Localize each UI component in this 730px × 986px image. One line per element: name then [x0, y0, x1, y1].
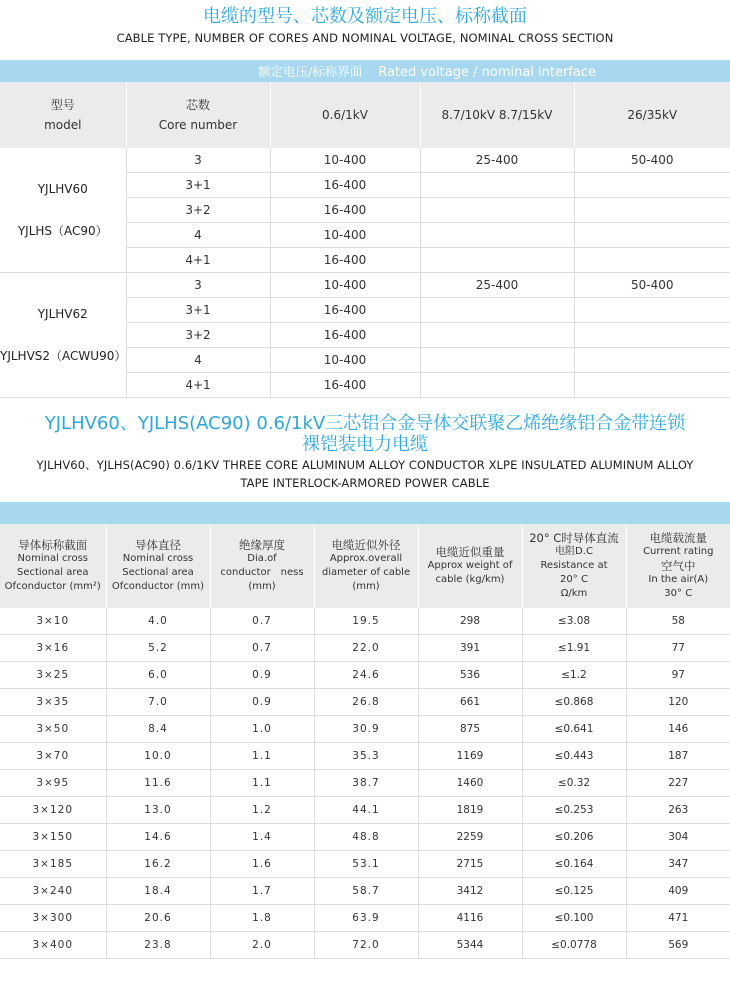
header-model: 型号 model	[0, 82, 126, 148]
table-cell: 3×95	[0, 770, 106, 797]
table-cell: 35.3	[314, 743, 418, 770]
table-row	[0, 608, 730, 635]
header-core-number: 芯数 Core number	[126, 82, 270, 148]
table-cell: 20.6	[106, 905, 210, 932]
table-cell: 1.8	[210, 905, 314, 932]
table-row	[0, 797, 730, 824]
table-cell: 3×35	[0, 689, 106, 716]
table-cell: 8.4	[106, 716, 210, 743]
table-row: 4+1 16-400	[0, 248, 730, 273]
table-row: 3+1 16-400	[0, 173, 730, 198]
table-cell: 72.0	[314, 932, 418, 959]
table-cell: 38.7	[314, 770, 418, 797]
table-cell: 875	[418, 716, 522, 743]
table-cell: 19.5	[314, 608, 418, 635]
table-cell: 7.0	[106, 689, 210, 716]
table-cell: 3×240	[0, 878, 106, 905]
table-cell: 0.7	[210, 608, 314, 635]
table-cell: 0.9	[210, 662, 314, 689]
table-cell: 14.6	[106, 824, 210, 851]
section1-title-en: CABLE TYPE, NUMBER OF CORES AND NOMINAL VOLTAGE, NOMINAL CROSS SECTION	[116, 31, 614, 45]
section2-title-cn-line2: 裸铠装电力电缆	[302, 434, 428, 455]
table-cell: 77	[626, 635, 730, 662]
table-cell: 48.8	[314, 824, 418, 851]
table-cell: 3×400	[0, 932, 106, 959]
table-cell: 18.4	[106, 878, 210, 905]
table-cell: 569	[626, 932, 730, 959]
table-row	[0, 932, 730, 959]
table-cell: 347	[626, 851, 730, 878]
table-cell: ≤0.253	[522, 797, 626, 824]
table-cell: 3×70	[0, 743, 106, 770]
table-cell: 1.1	[210, 743, 314, 770]
table-row	[0, 851, 730, 878]
table-cell: 4116	[418, 905, 522, 932]
model-cell: YJLHV60 YJLHS（AC90）	[0, 148, 126, 273]
table-cell: ≤0.32	[522, 770, 626, 797]
table-row: YJLHV60 YJLHS（AC90） 3 10-400 25-400 50-400	[0, 148, 730, 173]
table-cell: 0.7	[210, 635, 314, 662]
table-cell: 3412	[418, 878, 522, 905]
table-cell: 6.0	[106, 662, 210, 689]
table-cell: 227	[626, 770, 730, 797]
header-insulation-thickness: 绝缘厚度 Dia.of conductor ness (mm)	[210, 524, 314, 608]
table-cell: 3×185	[0, 851, 106, 878]
table-cell: 187	[626, 743, 730, 770]
table-cell: 5344	[418, 932, 522, 959]
table-cell: ≤0.443	[522, 743, 626, 770]
table-row: YJLHV62 YJLHVS2（ACWU90） 3 10-400 25-400 50-400	[0, 273, 730, 298]
header-current-rating: 电缆载流量 Current rating 空气中 In the air(A) 30° C	[626, 524, 730, 608]
table-row	[0, 635, 730, 662]
table-row: 3+1 16-400	[0, 298, 730, 323]
table-cell: 1169	[418, 743, 522, 770]
table-cell: 471	[626, 905, 730, 932]
header-cross-section: 导体标称截面 Nominal cross Sectional area Ofconductor (mm²)	[0, 524, 106, 608]
header-overall-diameter: 电缆近似外径 Approx.overall diameter of cable (mm)	[314, 524, 418, 608]
table-cell: 409	[626, 878, 730, 905]
table-cell: 30.9	[314, 716, 418, 743]
table-cell: 1819	[418, 797, 522, 824]
table-cell: 13.0	[106, 797, 210, 824]
table-cell: ≤0.125	[522, 878, 626, 905]
header-dc-resistance: 20° C时导体直流 电阻D.C Resistance at 20° C Ω/km	[522, 524, 626, 608]
table-cell: 53.1	[314, 851, 418, 878]
table-cell: ≤0.100	[522, 905, 626, 932]
table-cell: 1.4	[210, 824, 314, 851]
section2-title-cn-line1: YJLHV60、YJLHS(AC90) 0.6/1kV三芯铝合金导体交联聚乙烯绝缘铝合金带连锁	[44, 413, 686, 434]
table-row	[0, 743, 730, 770]
cable-spec-table	[0, 502, 730, 959]
table-row: 4 10-400	[0, 223, 730, 248]
table-cell: 536	[418, 662, 522, 689]
table-row: 3+2 16-400	[0, 198, 730, 223]
table-cell: 2.0	[210, 932, 314, 959]
table1-header-row	[0, 82, 730, 148]
table-cell: 1.1	[210, 770, 314, 797]
table-row: 3+2 16-400	[0, 323, 730, 348]
table-cell: ≤0.206	[522, 824, 626, 851]
table-row	[0, 689, 730, 716]
table-cell: 22.0	[314, 635, 418, 662]
table-cell: ≤1.91	[522, 635, 626, 662]
section2-title-en-line2: TAPE INTERLOCK-ARMORED POWER CABLE	[240, 476, 490, 490]
table-cell: 2715	[418, 851, 522, 878]
table-cell: 1460	[418, 770, 522, 797]
table-cell: ≤3.08	[522, 608, 626, 635]
table-cell: 3×300	[0, 905, 106, 932]
header-voltage-8.7kv: 8.7/10kV 8.7/15kV	[420, 82, 574, 148]
table-row	[0, 662, 730, 689]
table-cell: 97	[626, 662, 730, 689]
table-cell: 1.0	[210, 716, 314, 743]
table-cell: 10.0	[106, 743, 210, 770]
table-cell: ≤0.0778	[522, 932, 626, 959]
table-row: 4 10-400	[0, 348, 730, 373]
section1-title-cn: 电缆的型号、芯数及额定电压、标称截面	[203, 6, 527, 27]
table-cell: 3×25	[0, 662, 106, 689]
table-cell: 304	[626, 824, 730, 851]
band-label-en: Rated voltage / nominal interface	[378, 65, 597, 80]
table-row	[0, 824, 730, 851]
table-row	[0, 905, 730, 932]
table-cell: 661	[418, 689, 522, 716]
table-cell: 391	[418, 635, 522, 662]
table-cell: 16.2	[106, 851, 210, 878]
header-voltage-26-35kv: 26/35kV	[574, 82, 730, 148]
table-cell: ≤0.641	[522, 716, 626, 743]
table-row	[0, 770, 730, 797]
table-cell: 2259	[418, 824, 522, 851]
rated-voltage-band	[0, 60, 730, 82]
table-cell: 23.8	[106, 932, 210, 959]
table-cell: 5.2	[106, 635, 210, 662]
table-cell: 44.1	[314, 797, 418, 824]
table-cell: 120	[626, 689, 730, 716]
table2-band	[0, 502, 730, 524]
table-row	[0, 716, 730, 743]
table-cell: 11.6	[106, 770, 210, 797]
table-cell: 1.2	[210, 797, 314, 824]
table-cell: 58.7	[314, 878, 418, 905]
section2-title-en-line1: YJLHV60、YJLHS(AC90) 0.6/1KV THREE CORE ALUMINUM ALLOY CONDUCTOR XLPE INSULATED ALUMINUM ALLOY	[36, 458, 694, 472]
table-cell: ≤0.164	[522, 851, 626, 878]
table-cell: 63.9	[314, 905, 418, 932]
table-cell: 58	[626, 608, 730, 635]
table-cell: 3×16	[0, 635, 106, 662]
table-cell: 0.9	[210, 689, 314, 716]
table-row: 4+1 16-400	[0, 373, 730, 398]
table-cell: ≤0.868	[522, 689, 626, 716]
table-cell: 4.0	[106, 608, 210, 635]
band-label-cn: 额定电压/标称界面	[258, 64, 363, 79]
table-cell: 24.6	[314, 662, 418, 689]
model-cell: YJLHV62 YJLHVS2（ACWU90）	[0, 273, 126, 398]
table-cell: 1.6	[210, 851, 314, 878]
table2-header-row	[0, 524, 730, 608]
cable-type-table	[0, 60, 730, 398]
table-cell: 146	[626, 716, 730, 743]
header-conductor-diameter: 导体直径 Nominal cross Sectional area Ofconductor (mm)	[106, 524, 210, 608]
table-cell: ≤1.2	[522, 662, 626, 689]
header-voltage-0.6-1kv: 0.6/1kV	[270, 82, 420, 148]
table-cell: 1.7	[210, 878, 314, 905]
table-cell: 3×10	[0, 608, 106, 635]
table-cell: 26.8	[314, 689, 418, 716]
table-cell: 3×150	[0, 824, 106, 851]
header-cable-weight: 电缆近似重量 Approx weight of cable (kg/km)	[418, 524, 522, 608]
table-cell: 3×120	[0, 797, 106, 824]
table-cell: 298	[418, 608, 522, 635]
table-row	[0, 878, 730, 905]
table-cell: 3×50	[0, 716, 106, 743]
table2-body	[0, 608, 730, 959]
table-cell: 263	[626, 797, 730, 824]
